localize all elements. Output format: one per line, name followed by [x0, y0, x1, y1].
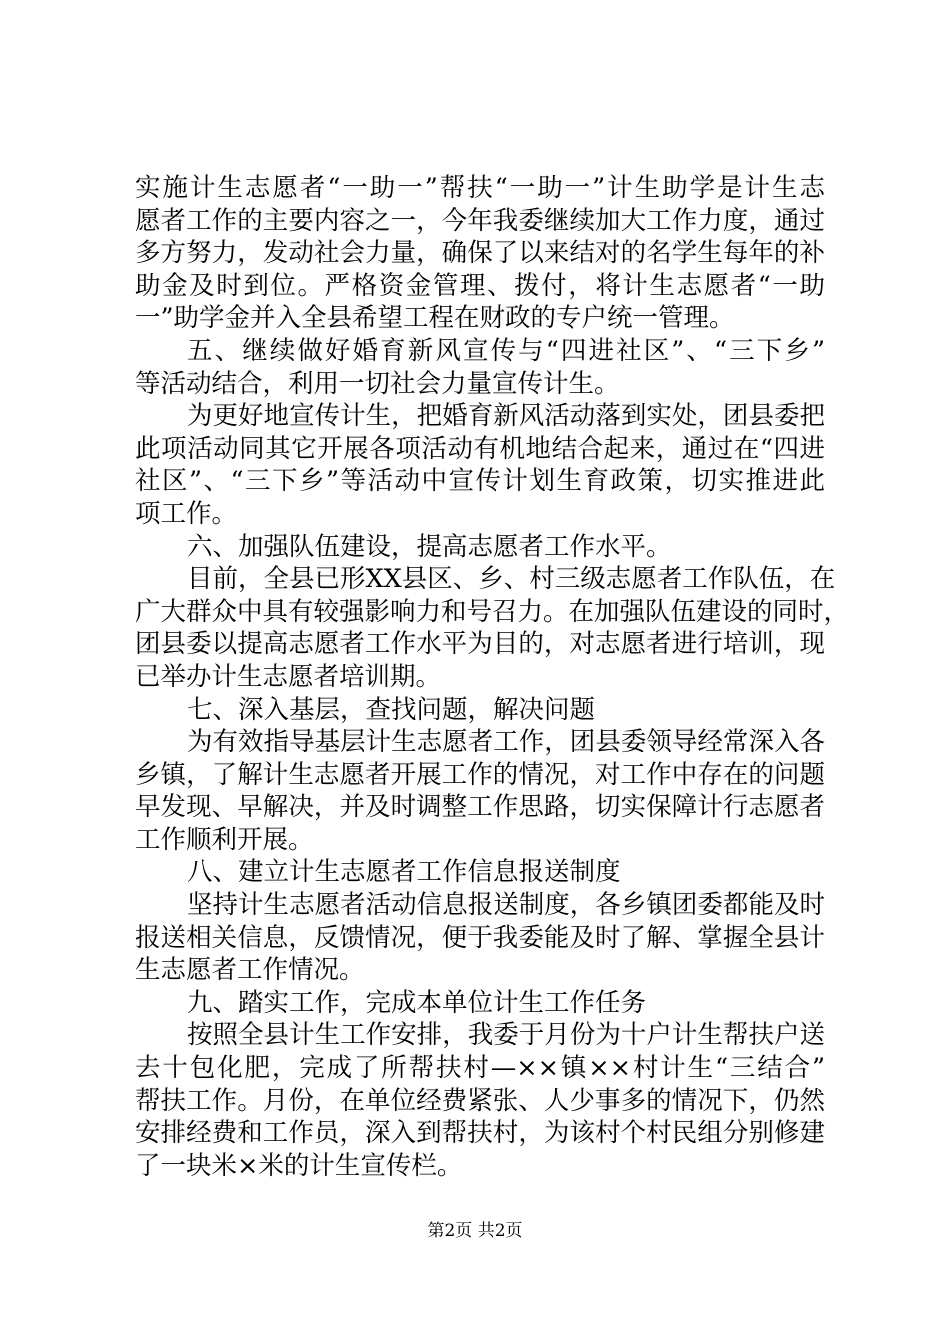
- text-line: 早发现、早解决，并及时调整工作思路，切实保障计行志愿者: [135, 792, 825, 823]
- text-line: 社区”、“三下乡”等活动中宣传计划生育政策，切实推进此: [135, 466, 825, 497]
- text-line: 安排经费和工作员，深入到帮扶村，为该村个村民组分别修建: [135, 1118, 825, 1149]
- text-line: 项工作。: [135, 498, 238, 529]
- text-line: 工作顺利开展。: [135, 824, 314, 855]
- text-line: 为更好地宣传计生，把婚育新风活动落到实处，团县委把: [187, 401, 825, 432]
- text-line: 八、建立计生志愿者工作信息报送制度: [187, 857, 621, 888]
- text-line: 一”助学金并入全县希望工程在财政的专户统一管理。: [135, 303, 735, 334]
- page-footer: [0, 1216, 950, 1241]
- text-line: 愿者工作的主要内容之一，今年我委继续加大工作力度，通过: [135, 205, 825, 236]
- text-line: 为有效指导基层计生志愿者工作，团县委领导经常深入各: [187, 727, 825, 758]
- text-line: 生志愿者工作情况。: [135, 955, 365, 986]
- text-line: 实施计生志愿者“一助一”帮扶“一助一”计生助学是计生志: [135, 173, 825, 203]
- page-number-label: 第2页 共2页: [427, 1221, 523, 1241]
- text-line: 坚持计生志愿者活动信息报送制度，各乡镇团委都能及时: [187, 890, 825, 921]
- text-line: 去十包化肥，完成了所帮扶村—××镇××村计生“三结合”: [135, 1053, 825, 1084]
- text-line: 多方努力，发动社会力量，确保了以来结对的名学生每年的补: [135, 238, 825, 269]
- text-line: 等活动结合，利用一切社会力量宣传计生。: [135, 368, 620, 399]
- text-line: 报送相关信息，反馈情况，便于我委能及时了解、掌握全县计: [135, 922, 825, 953]
- text-line: 七、深入基层，查找问题，解决问题: [187, 694, 596, 725]
- text-line: 此项活动同其它开展各项活动有机地结合起来，通过在“四进: [135, 433, 825, 464]
- text-line: 九、踏实工作，完成本单位计生工作任务: [187, 987, 647, 1018]
- text-line: 六、加强队伍建设，提高志愿者工作水平。: [187, 531, 672, 562]
- text-line: 目前，全县已形XX县区、乡、村三级志愿者工作队伍，在: [187, 564, 836, 595]
- text-line: 广大群众中具有较强影响力和号召力。在加强队伍建设的同时，: [135, 596, 850, 627]
- text-line: 了一块米×米的计生宣传栏。: [135, 1150, 463, 1181]
- text-line: 帮扶工作。月份，在单位经费紧张、人少事多的情况下，仍然: [135, 1085, 825, 1116]
- text-line: 按照全县计生工作安排，我委于月份为十户计生帮扶户送: [187, 1020, 825, 1051]
- text-line: 五、继续做好婚育新风宣传与“四进社区”、“三下乡”: [187, 335, 825, 366]
- text-line: 乡镇，了解计生志愿者开展工作的情况，对工作中存在的问题: [135, 759, 825, 790]
- text-line: 团县委以提高志愿者工作水平为目的，对志愿者进行培训，现: [135, 629, 825, 660]
- document-body: [135, 172, 850, 1182]
- text-line: 已举办计生志愿者培训期。: [135, 661, 442, 692]
- text-line: 助金及时到位。严格资金管理、拨付，将计生志愿者“一助: [135, 270, 825, 301]
